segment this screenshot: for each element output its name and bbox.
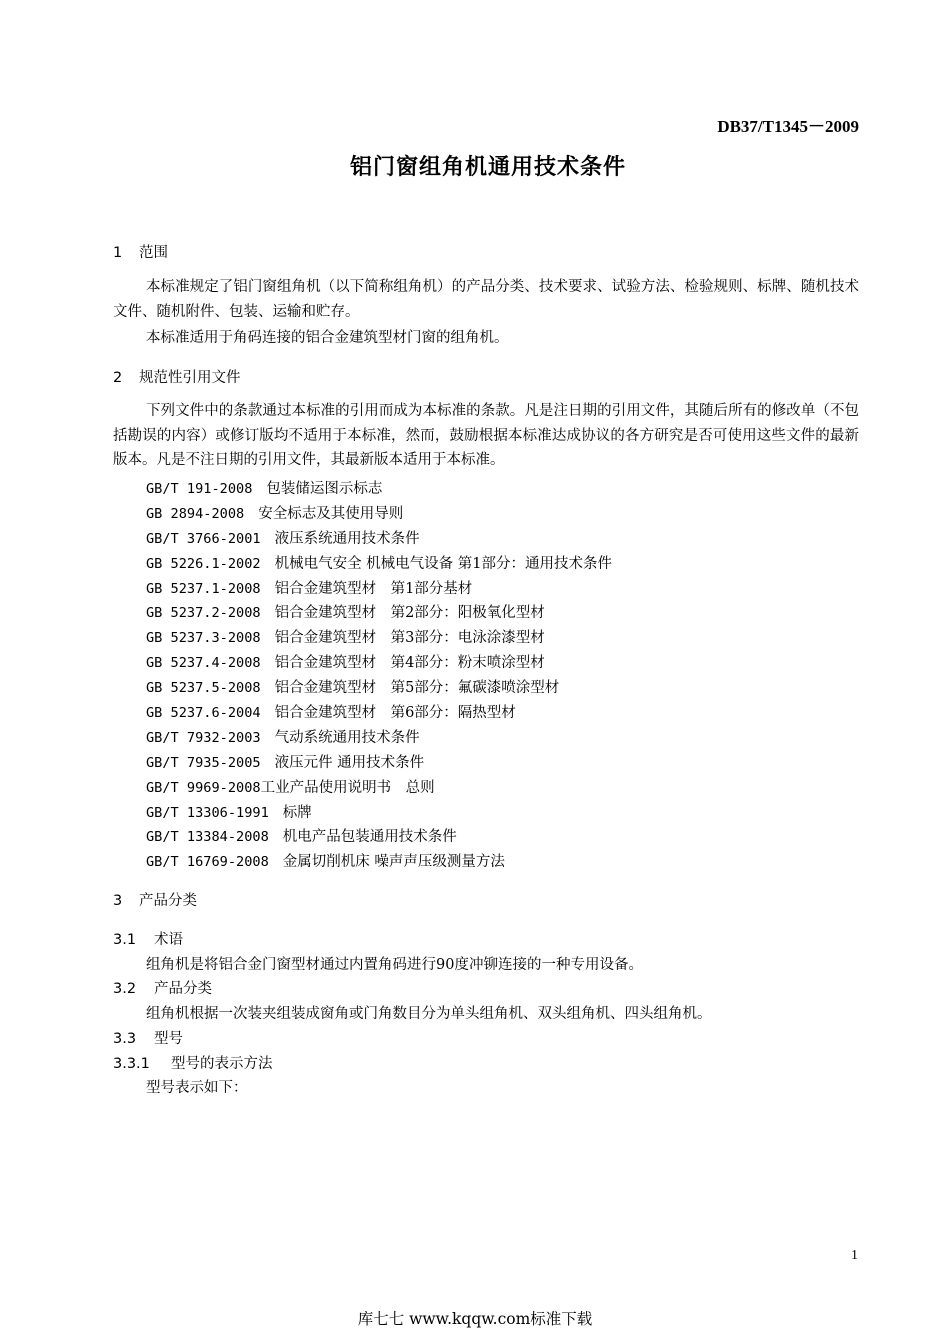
reference-code: GB/T 13306-1991 [146, 804, 269, 821]
reference-title: 机械电气安全 机械电气设备 第1部分：通用技术条件 [274, 555, 613, 572]
normative-reference-list [146, 477, 612, 875]
section-number: 2 [113, 370, 123, 386]
reference-item [146, 701, 612, 726]
footer-watermark[interactable]: 库七七 www.kqqw.com标准下载 [357, 1310, 593, 1328]
section-1-paragraph-2: 本标准适用于角码连接的铝合金建筑型材门窗的组角机。 [146, 330, 509, 346]
section-2-paragraph-1: 下列文件中的条款通过本标准的引用而成为本标准的条款。凡是注日期的引用文件，其随后所有的修改单（不包括勘误的内容）或修订版均不适用于本标准，然而，鼓励根据本标准达成协议的各方研究是否可使用这些文件的最新版本。凡是不注日期的引用文件，其最新版本适用于本标准。 [113, 403, 859, 468]
reference-title: 机电产品包装通用技术条件 [282, 829, 457, 846]
reference-item [146, 651, 612, 676]
reference-item [146, 477, 612, 502]
reference-item [146, 850, 612, 875]
reference-item [146, 825, 612, 850]
section-title: 术语 [154, 932, 183, 948]
section-3-1-heading [113, 928, 183, 949]
reference-title: 包装储运图示标志 [266, 481, 383, 497]
reference-title: 工业产品使用说明书 总则 [260, 779, 435, 796]
reference-code: GB/T 7935-2005 [146, 754, 261, 771]
reference-code: GB/T 16769-2008 [146, 854, 269, 871]
section-title: 范围 [139, 245, 168, 261]
reference-code: GB 5237.2-2008 [146, 605, 261, 622]
section-1-heading [113, 241, 168, 262]
reference-code: GB 5237.5-2008 [146, 680, 261, 697]
section-title: 型号的表示方法 [171, 1056, 273, 1072]
reference-code: GB/T 13384-2008 [146, 829, 269, 846]
reference-code: GB 5237.1-2008 [146, 580, 261, 597]
reference-item [146, 502, 612, 527]
reference-item [146, 726, 612, 751]
page-number: 1 [851, 1248, 858, 1263]
reference-code: GB/T 191-2008 [146, 481, 253, 497]
reference-title: 铝合金建筑型材 第3部分：电泳涂漆型材 [274, 630, 545, 647]
reference-code: GB/T 7932-2003 [146, 729, 261, 746]
reference-code: GB 5237.4-2008 [146, 655, 261, 672]
reference-item [146, 552, 612, 577]
section-title: 产品分类 [139, 893, 197, 909]
section-3-3-heading [113, 1027, 183, 1048]
section-number: 1 [113, 245, 123, 261]
reference-code: GB 2894-2008 [146, 505, 245, 522]
section-number: 3 [113, 893, 123, 909]
section-3-3-1-heading [113, 1052, 273, 1073]
reference-code: GB/T 9969-2008 [146, 779, 261, 796]
section-3-2-text: 组角机根据一次装夹组装成窗角或门角数目分为单头组角机、双头组角机、四头组角机。 [146, 1006, 712, 1022]
reference-title: 气动系统通用技术条件 [274, 729, 420, 746]
reference-item [146, 776, 612, 801]
section-3-3-1-text: 型号表示如下： [146, 1080, 248, 1096]
section-number: 3.3.1 [113, 1056, 150, 1072]
reference-title: 铝合金建筑型材 第5部分：氟碳漆喷涂型材 [274, 680, 560, 697]
reference-title: 液压系统通用技术条件 [274, 530, 420, 547]
section-number: 3.3 [113, 1031, 137, 1047]
reference-title: 铝合金建筑型材 第2部分：阳极氧化型材 [274, 605, 545, 622]
section-number: 3.1 [113, 932, 137, 948]
section-1-paragraph-1: 本标准规定了铝门窗组角机（以下简称组角机）的产品分类、技术要求、试验方法、检验规则、标牌、随机技术文件、随机附件、包装、运输和贮存。 [113, 279, 859, 320]
section-title: 型号 [154, 1031, 183, 1047]
section-title: 产品分类 [154, 981, 212, 997]
section-2-heading [113, 366, 241, 387]
reference-item [146, 676, 612, 701]
reference-item [146, 577, 612, 602]
reference-title: 铝合金建筑型材 第6部分：隔热型材 [274, 705, 516, 722]
document-title: 铝门窗组角机通用技术条件 [349, 155, 626, 180]
section-3-2-heading [113, 977, 212, 998]
reference-title: 金属切削机床 噪声声压级测量方法 [282, 854, 505, 871]
reference-item [146, 801, 612, 826]
reference-item [146, 751, 612, 776]
reference-title: 铝合金建筑型材 第1部分基材 [274, 580, 473, 597]
section-title: 规范性引用文件 [139, 370, 241, 386]
section-3-heading [113, 889, 197, 910]
reference-item [146, 626, 612, 651]
reference-title: 标牌 [282, 804, 312, 821]
reference-item [146, 527, 612, 552]
document-code: DB37/T1345－2009 [717, 117, 859, 136]
reference-title: 安全标志及其使用导则 [258, 505, 404, 522]
reference-code: GB 5237.6-2004 [146, 705, 261, 722]
reference-code: GB/T 3766-2001 [146, 530, 261, 547]
reference-item [146, 601, 612, 626]
section-3-1-text: 组角机是将铝合金门窗型材通过内置角码进行90度冲铆连接的一种专用设备。 [146, 957, 643, 973]
reference-title: 铝合金建筑型材 第4部分：粉末喷涂型材 [274, 655, 545, 672]
reference-code: GB 5226.1-2002 [146, 555, 261, 572]
reference-title: 液压元件 通用技术条件 [274, 754, 425, 771]
reference-code: GB 5237.3-2008 [146, 630, 261, 647]
section-number: 3.2 [113, 981, 137, 997]
